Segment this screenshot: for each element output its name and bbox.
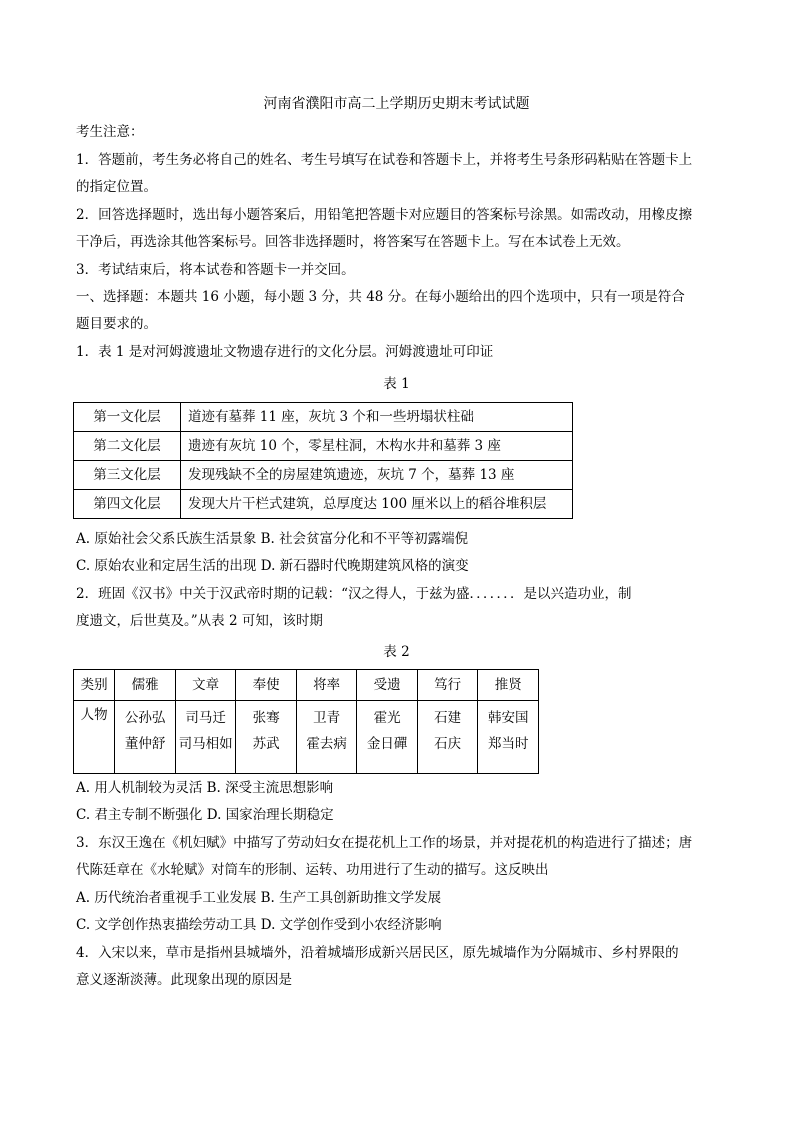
person-name: 郑当时 xyxy=(487,736,529,752)
person-name: 霍光 xyxy=(373,710,401,726)
section-1-instructions-line-1: 一、选择题：本题共 16 小题，每小题 3 分，共 48 分。在每小题给出的四个选项中，只有一项是符合 xyxy=(76,289,685,305)
table-row xyxy=(74,490,573,519)
notice-item-1-line-2: 的指定位置。 xyxy=(76,179,157,195)
table-cell xyxy=(236,701,297,774)
table-header-cell: 奉使 xyxy=(236,670,297,701)
table-2-caption: 表 2 xyxy=(383,644,410,660)
table-1 xyxy=(73,402,573,519)
question-1-options-line-1: A. 原始社会父系氏族生活景象 B. 社会贫富分化和不平等初露端倪 xyxy=(76,531,469,547)
table-cell-layer: 第四文化层 xyxy=(74,490,181,519)
table-header-cell: 笃行 xyxy=(417,670,478,701)
table-cell-description: 发现大片干栏式建筑，总厚度达 100 厘米以上的稻谷堆积层 xyxy=(181,490,573,519)
table-cell-description: 遗迹有灰坑 10 个，零星柱洞，木构水井和墓葬 3 座 xyxy=(181,432,573,461)
question-4-stem-line-2: 意义逐渐淡薄。此现象出现的原因是 xyxy=(76,972,292,988)
page-title: 河南省濮阳市高二上学期历史期末考试试题 xyxy=(263,96,530,112)
question-1-options-line-2: C. 原始农业和定居生活的出现 D. 新石器时代晚期建筑风格的演变 xyxy=(76,558,469,574)
table-header-cell: 文章 xyxy=(175,670,236,701)
table-cell xyxy=(478,701,539,774)
question-3-options-line-1: A. 历代统治者重视手工业发展 B. 生产工具创新助推文学发展 xyxy=(76,890,442,906)
notice-item-3: 3．考试结束后，将本试卷和答题卡一并交回。 xyxy=(76,262,355,278)
table-2 xyxy=(73,669,539,774)
question-2-options-line-2: C. 君主专制不断强化 D. 国家治理长期稳定 xyxy=(76,807,334,823)
person-name: 公孙弘 xyxy=(124,710,166,726)
table-header-cell: 推贤 xyxy=(478,670,539,701)
table-cell xyxy=(357,701,418,774)
person-name: 石建 xyxy=(434,710,462,726)
person-name: 苏武 xyxy=(252,736,280,752)
question-3-stem-line-1: 3．东汉王逸在《机妇赋》中描写了劳动妇女在提花机上工作的场景，并对提花机的构造进行了描述；唐 xyxy=(76,835,693,851)
section-1-instructions-line-2: 题目要求的。 xyxy=(76,316,157,332)
table-row xyxy=(74,432,573,461)
person-name: 司马迁 xyxy=(185,710,226,726)
question-2-stem-line-1: 2．班固《汉书》中关于汉武帝时期的记载：“汉之得人，于兹为盛．．．．．．．是以兴造功业，制 xyxy=(76,586,632,602)
notice-item-2-line-2: 干净后，再选涂其他答案标号。回答非选择题时，将答案写在答题卡上。写在本试卷上无效。 xyxy=(76,234,630,250)
table-header-cell: 受遗 xyxy=(357,670,418,701)
table-row xyxy=(74,461,573,490)
person-name: 张骞 xyxy=(252,710,280,726)
table-header-cell: 儒雅 xyxy=(115,670,176,701)
person-name: 卫青 xyxy=(313,710,341,726)
person-name: 司马相如 xyxy=(178,736,233,752)
notice-item-2-line-1: 2．回答选择题时，选出每小题答案后，用铅笔把答题卡对应题目的答案标号涂黑。如需改动，用橡皮擦 xyxy=(76,207,693,223)
person-name: 韩安国 xyxy=(487,710,529,726)
table-cell xyxy=(417,701,478,774)
person-name: 董仲舒 xyxy=(124,736,166,752)
table-cell xyxy=(175,701,236,774)
table-row xyxy=(74,403,573,432)
table-header-cell: 将率 xyxy=(296,670,357,701)
table-cell xyxy=(296,701,357,774)
question-3-stem-line-2: 代陈廷章在《水轮赋》对筒车的形制、运转、功用进行了生动的描写。这反映出 xyxy=(76,862,549,878)
notice-item-1-line-1: 1．答题前，考生务必将自己的姓名、考生号填写在试卷和答题卡上，并将考生号条形码粘贴在答题卡上 xyxy=(76,152,693,168)
question-2-options-line-1: A. 用人机制较为灵活 B. 深受主流思想影响 xyxy=(76,780,334,796)
notice-heading: 考生注意： xyxy=(76,124,144,140)
table-1-caption: 表 1 xyxy=(383,376,410,392)
table-header-cell: 类别 xyxy=(74,670,115,701)
table-cell-layer: 第三文化层 xyxy=(74,461,181,490)
question-4-stem-line-1: 4．入宋以来，草市是指州县城墙外，沿着城墙形成新兴居民区，原先城墙作为分隔城市、乡村界限的 xyxy=(76,945,679,961)
table-cell xyxy=(115,701,176,774)
person-name: 石庆 xyxy=(434,736,462,752)
table-row xyxy=(74,701,539,774)
table-cell-layer: 第二文化层 xyxy=(74,432,181,461)
table-cell-layer: 第一文化层 xyxy=(74,403,181,432)
question-2-stem-line-2: 度遗文，后世莫及。”从表 2 可知，该时期 xyxy=(76,613,323,629)
question-1-stem: 1．表 1 是对河姆渡遗址文物遗存进行的文化分层。河姆渡遗址可印证 xyxy=(76,344,494,360)
table-cell-description: 道迹有墓葬 11 座，灰坑 3 个和一些坍塌状柱础 xyxy=(181,403,573,432)
table-header-row xyxy=(74,670,539,701)
question-3-options-line-2: C. 文学创作热衷描绘劳动工具 D. 文学创作受到小农经济影响 xyxy=(76,917,442,933)
table-row-label: 人物 xyxy=(74,701,115,774)
person-name: 霍去病 xyxy=(306,736,347,752)
table-cell-description: 发现残缺不全的房屋建筑遗迹，灰坑 7 个，墓葬 13 座 xyxy=(181,461,573,490)
person-name: 金日磾 xyxy=(366,736,408,752)
